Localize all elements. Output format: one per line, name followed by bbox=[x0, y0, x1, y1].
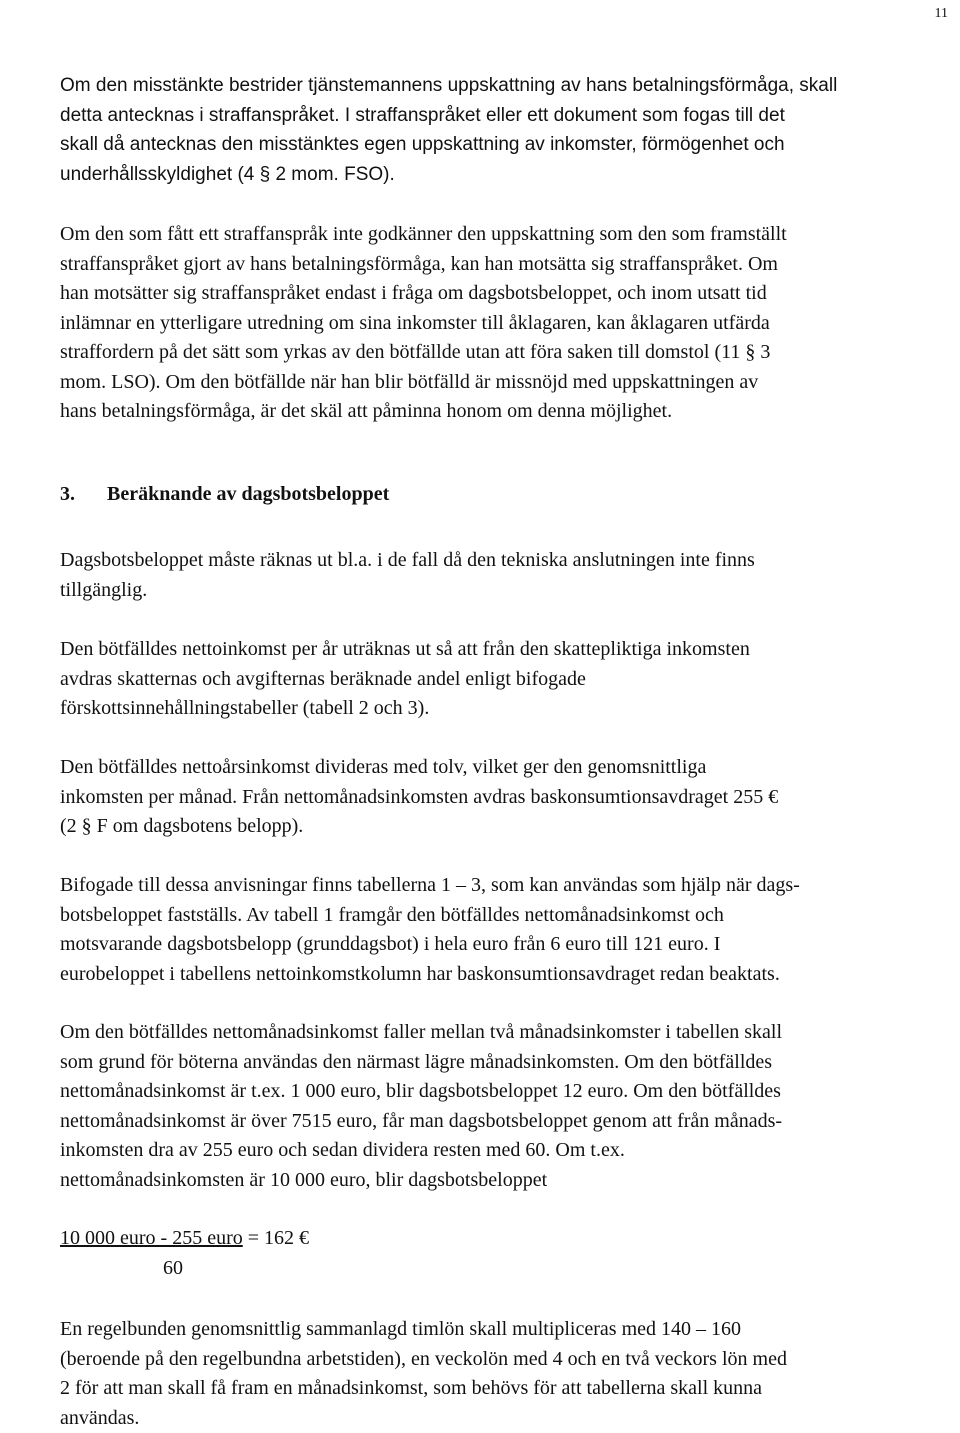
text-line: Bifogade till dessa anvisningar finns tabellerna 1 – 3, som kan användas som hjälp när dags- bbox=[60, 871, 952, 901]
text-line: botsbeloppet fastställs. Av tabell 1 framgår den bötfälldes nettomånadsinkomst och bbox=[60, 901, 952, 931]
paragraph-suspect-dispute bbox=[60, 71, 952, 189]
text-line: mom. LSO). Om den bötfällde när han blir bötfälld är missnöjd med uppskattningen av bbox=[60, 368, 952, 398]
text-line: underhållsskyldighet (4 § 2 mom. FSO). bbox=[60, 160, 952, 190]
text-line: användas. bbox=[60, 1404, 952, 1433]
section-heading: 3. Beräknande av dagsbotsbeloppet bbox=[60, 480, 389, 510]
text-line: Om den som fått ett straffanspråk inte godkänner den uppskattning som den som framställt bbox=[60, 220, 952, 250]
formula-result: = 162 € bbox=[248, 1227, 309, 1249]
text-line: 2 för att man skall få fram en månadsinkomst, som behövs för att tabellerna skall kunna bbox=[60, 1374, 952, 1404]
paragraph-tables bbox=[60, 871, 952, 989]
paragraph-net-income bbox=[60, 635, 952, 724]
text-line: Om den bötfälldes nettomånadsinkomst faller mellan två månadsinkomster i tabellen skall bbox=[60, 1018, 952, 1048]
text-line: straffanspråket gjort av hans betalningsförmåga, kan han motsätta sig straffanspråket. Om bbox=[60, 250, 952, 280]
page-number: 11 bbox=[935, 6, 948, 22]
paragraph-when-calculated bbox=[60, 546, 952, 605]
text-line: skall då antecknas den misstänktes egen uppskattning av inkomster, förmögenhet och bbox=[60, 130, 952, 160]
text-line: straffordern på det sätt som yrkas av den bötfällde utan att föra saken till domstol (11 § 3 bbox=[60, 338, 952, 368]
formula-denominator: 60 bbox=[60, 1254, 309, 1284]
text-line: som grund för böterna användas den närmast lägre månadsinkomsten. Om den bötfälldes bbox=[60, 1048, 952, 1078]
text-line: tillgänglig. bbox=[60, 576, 952, 606]
text-line: Den bötfälldes nettoårsinkomst divideras med tolv, vilket ger den genomsnittliga bbox=[60, 753, 952, 783]
text-line: inkomsten dra av 255 euro och sedan dividera resten med 60. Om t.ex. bbox=[60, 1136, 952, 1166]
paragraph-opposition bbox=[60, 220, 952, 427]
paragraph-between-incomes bbox=[60, 1018, 952, 1195]
text-line: Om den misstänkte bestrider tjänstemannens uppskattning av hans betalningsförmåga, skall bbox=[60, 71, 952, 101]
text-line: inkomsten per månad. Från nettomånadsinkomsten avdras baskonsumtionsavdraget 255 € bbox=[60, 783, 952, 813]
calculation-formula bbox=[60, 1224, 309, 1283]
text-line: nettomånadsinkomst är t.ex. 1 000 euro, blir dagsbotsbeloppet 12 euro. Om den bötfälldes bbox=[60, 1077, 952, 1107]
text-line: förskottsinnehållningstabeller (tabell 2 och 3). bbox=[60, 694, 952, 724]
formula-numerator: 10 000 euro - 255 euro bbox=[60, 1227, 243, 1249]
paragraph-wage-multiplier bbox=[60, 1315, 952, 1433]
text-line: inlämnar en ytterligare utredning om sina inkomster till åklagaren, kan åklagaren utfärda bbox=[60, 309, 952, 339]
text-line: En regelbunden genomsnittlig sammanlagd timlön skall multipliceras med 140 – 160 bbox=[60, 1315, 952, 1345]
section-title: Beräknande av dagsbotsbeloppet bbox=[107, 483, 389, 505]
text-line: nettomånadsinkomsten är 10 000 euro, blir dagsbotsbeloppet bbox=[60, 1166, 952, 1196]
text-line: detta antecknas i straffanspråket. I straffanspråket eller ett dokument som fogas till det bbox=[60, 101, 952, 131]
text-line: Den bötfälldes nettoinkomst per år uträknas ut så att från den skattepliktiga inkomsten bbox=[60, 635, 952, 665]
paragraph-monthly-income bbox=[60, 753, 952, 842]
text-line: hans betalningsförmåga, är det skäl att påminna honom om denna möjlighet. bbox=[60, 397, 952, 427]
text-line: (beroende på den regelbundna arbetstiden), en veckolön med 4 och en två veckors lön med bbox=[60, 1345, 952, 1375]
text-line: (2 § F om dagsbotens belopp). bbox=[60, 812, 952, 842]
text-line: motsvarande dagsbotsbelopp (grunddagsbot) i hela euro från 6 euro till 121 euro. I bbox=[60, 930, 952, 960]
text-line: han motsätter sig straffanspråket endast i fråga om dagsbotsbeloppet, och inom utsatt tid bbox=[60, 279, 952, 309]
text-line: avdras skatternas och avgifternas beräknade andel enligt bifogade bbox=[60, 665, 952, 695]
text-line: Dagsbotsbeloppet måste räknas ut bl.a. i de fall då den tekniska anslutningen inte finns bbox=[60, 546, 952, 576]
text-line: eurobeloppet i tabellens nettoinkomstkolumn har baskonsumtionsavdraget redan beaktats. bbox=[60, 960, 952, 990]
text-line: nettomånadsinkomst är över 7515 euro, får man dagsbotsbeloppet genom att från månads- bbox=[60, 1107, 952, 1137]
